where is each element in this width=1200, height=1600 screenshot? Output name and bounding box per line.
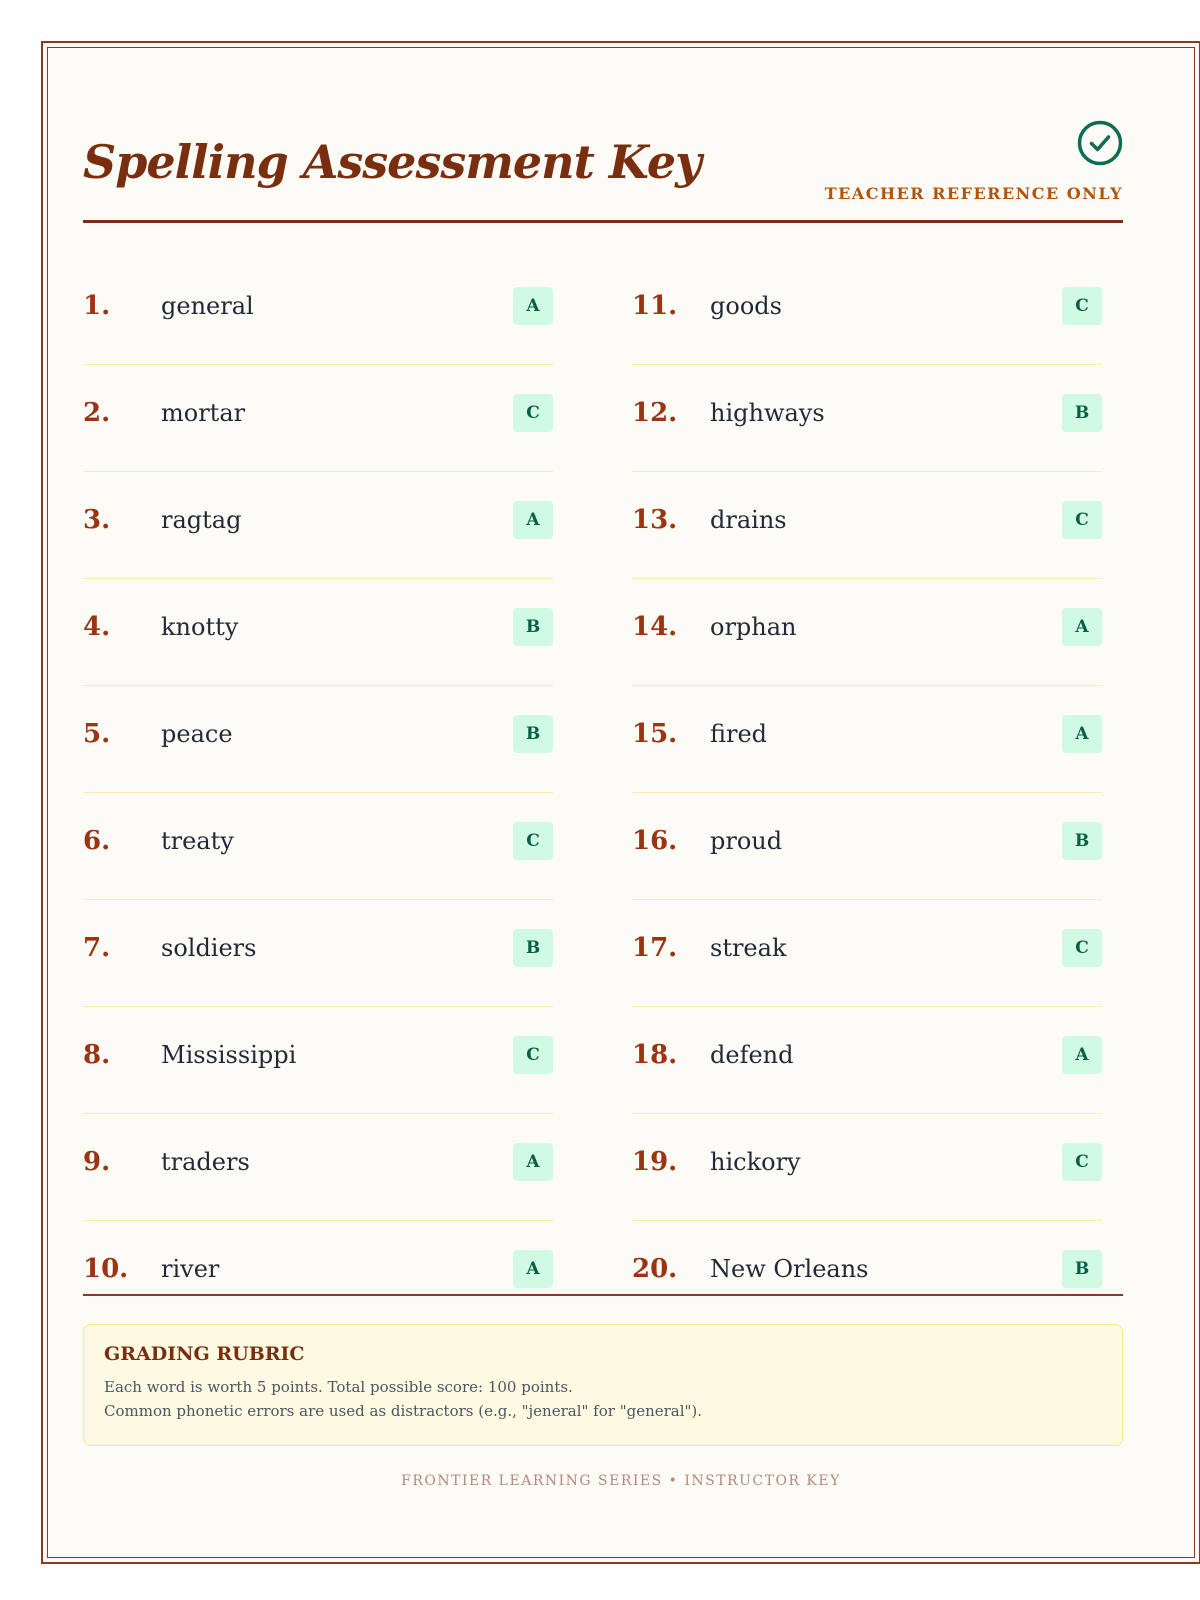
spelling-word: river: [161, 1255, 220, 1283]
answer-badge: B: [1062, 394, 1102, 432]
item-number: 13.: [632, 505, 678, 535]
spelling-word: highways: [710, 399, 825, 427]
spelling-word: Mississippi: [161, 1041, 297, 1069]
spelling-word: soldiers: [161, 934, 257, 962]
spelling-word: general: [161, 292, 254, 320]
answer-badge: B: [1062, 1250, 1102, 1288]
answer-badge: C: [513, 822, 553, 860]
answer-row: [632, 794, 1102, 900]
item-number: 14.: [632, 612, 678, 642]
answer-row: [83, 580, 553, 686]
answer-row: [632, 580, 1102, 686]
answer-row: [83, 259, 553, 365]
footer-divider: [83, 1294, 1123, 1296]
answer-row: [632, 259, 1102, 365]
answer-row: [632, 473, 1102, 579]
item-number: 6.: [83, 826, 111, 856]
item-number: 17.: [632, 933, 678, 963]
answer-row: [632, 1222, 1102, 1328]
item-number: 10.: [83, 1254, 129, 1284]
answer-badge: C: [1062, 1143, 1102, 1181]
spelling-word: traders: [161, 1148, 250, 1176]
item-number: 3.: [83, 505, 111, 535]
spelling-word: knotty: [161, 613, 239, 641]
item-number: 5.: [83, 719, 111, 749]
answer-badge: A: [1062, 715, 1102, 753]
item-number: 15.: [632, 719, 678, 749]
item-number: 8.: [83, 1040, 111, 1070]
spelling-word: hickory: [710, 1148, 801, 1176]
answer-row: [83, 794, 553, 900]
answer-row: [83, 901, 553, 1007]
answer-row: [632, 687, 1102, 793]
teacher-reference-label: TEACHER REFERENCE ONLY: [824, 184, 1123, 203]
page-title: Spelling Assessment Key: [83, 135, 701, 189]
spelling-word: mortar: [161, 399, 246, 427]
answer-row: [83, 473, 553, 579]
answer-badge: A: [513, 1250, 553, 1288]
item-number: 11.: [632, 291, 678, 321]
spelling-word: peace: [161, 720, 233, 748]
spelling-word: streak: [710, 934, 787, 962]
item-number: 16.: [632, 826, 678, 856]
answer-badge: B: [513, 608, 553, 646]
answer-badge: A: [1062, 1036, 1102, 1074]
answer-row: [632, 1008, 1102, 1114]
answer-row: [83, 687, 553, 793]
answer-row: [632, 901, 1102, 1007]
spelling-word: orphan: [710, 613, 797, 641]
item-number: 7.: [83, 933, 111, 963]
item-number: 2.: [83, 398, 111, 428]
spelling-word: defend: [710, 1041, 794, 1069]
item-number: 12.: [632, 398, 678, 428]
answer-badge: A: [513, 1143, 553, 1181]
spelling-word: New Orleans: [710, 1255, 869, 1283]
spelling-word: goods: [710, 292, 782, 320]
spelling-word: treaty: [161, 827, 234, 855]
answer-badge: B: [513, 929, 553, 967]
spelling-word: drains: [710, 506, 787, 534]
item-number: 20.: [632, 1254, 678, 1284]
answer-badge: C: [513, 394, 553, 432]
answer-badge: B: [1062, 822, 1102, 860]
grading-rubric-box: [83, 1324, 1123, 1446]
rubric-title: GRADING RUBRIC: [104, 1343, 305, 1365]
check-circle-icon: [1077, 120, 1123, 166]
answer-badge: B: [513, 715, 553, 753]
answer-badge: A: [513, 501, 553, 539]
item-number: 1.: [83, 291, 111, 321]
answer-badge: C: [1062, 501, 1102, 539]
answer-badge: C: [1062, 929, 1102, 967]
answer-row: [83, 1115, 553, 1221]
rubric-line: Common phonetic errors are used as distractors (e.g., "jeneral" for "general").: [104, 1402, 703, 1420]
answer-row: [632, 366, 1102, 472]
answers-column-right: [632, 259, 1102, 1329]
item-number: 9.: [83, 1147, 111, 1177]
item-number: 18.: [632, 1040, 678, 1070]
header: [83, 83, 1123, 218]
rubric-line: Each word is worth 5 points. Total possible score: 100 points.: [104, 1378, 573, 1396]
answer-badge: C: [1062, 287, 1102, 325]
answer-row: [632, 1115, 1102, 1221]
answer-key-sheet: [41, 41, 1200, 1564]
spelling-word: proud: [710, 827, 783, 855]
answer-row: [83, 1008, 553, 1114]
answer-badge: A: [1062, 608, 1102, 646]
answers-column-left: [83, 259, 553, 1329]
spelling-word: ragtag: [161, 506, 242, 534]
answer-row: [83, 366, 553, 472]
item-number: 19.: [632, 1147, 678, 1177]
spelling-word: fired: [710, 720, 768, 748]
answer-badge: C: [513, 1036, 553, 1074]
header-divider: [83, 220, 1123, 223]
footer-text: FRONTIER LEARNING SERIES • INSTRUCTOR KEY: [401, 1473, 841, 1489]
answer-row: [83, 1222, 553, 1328]
item-number: 4.: [83, 612, 111, 642]
answer-badge: A: [513, 287, 553, 325]
